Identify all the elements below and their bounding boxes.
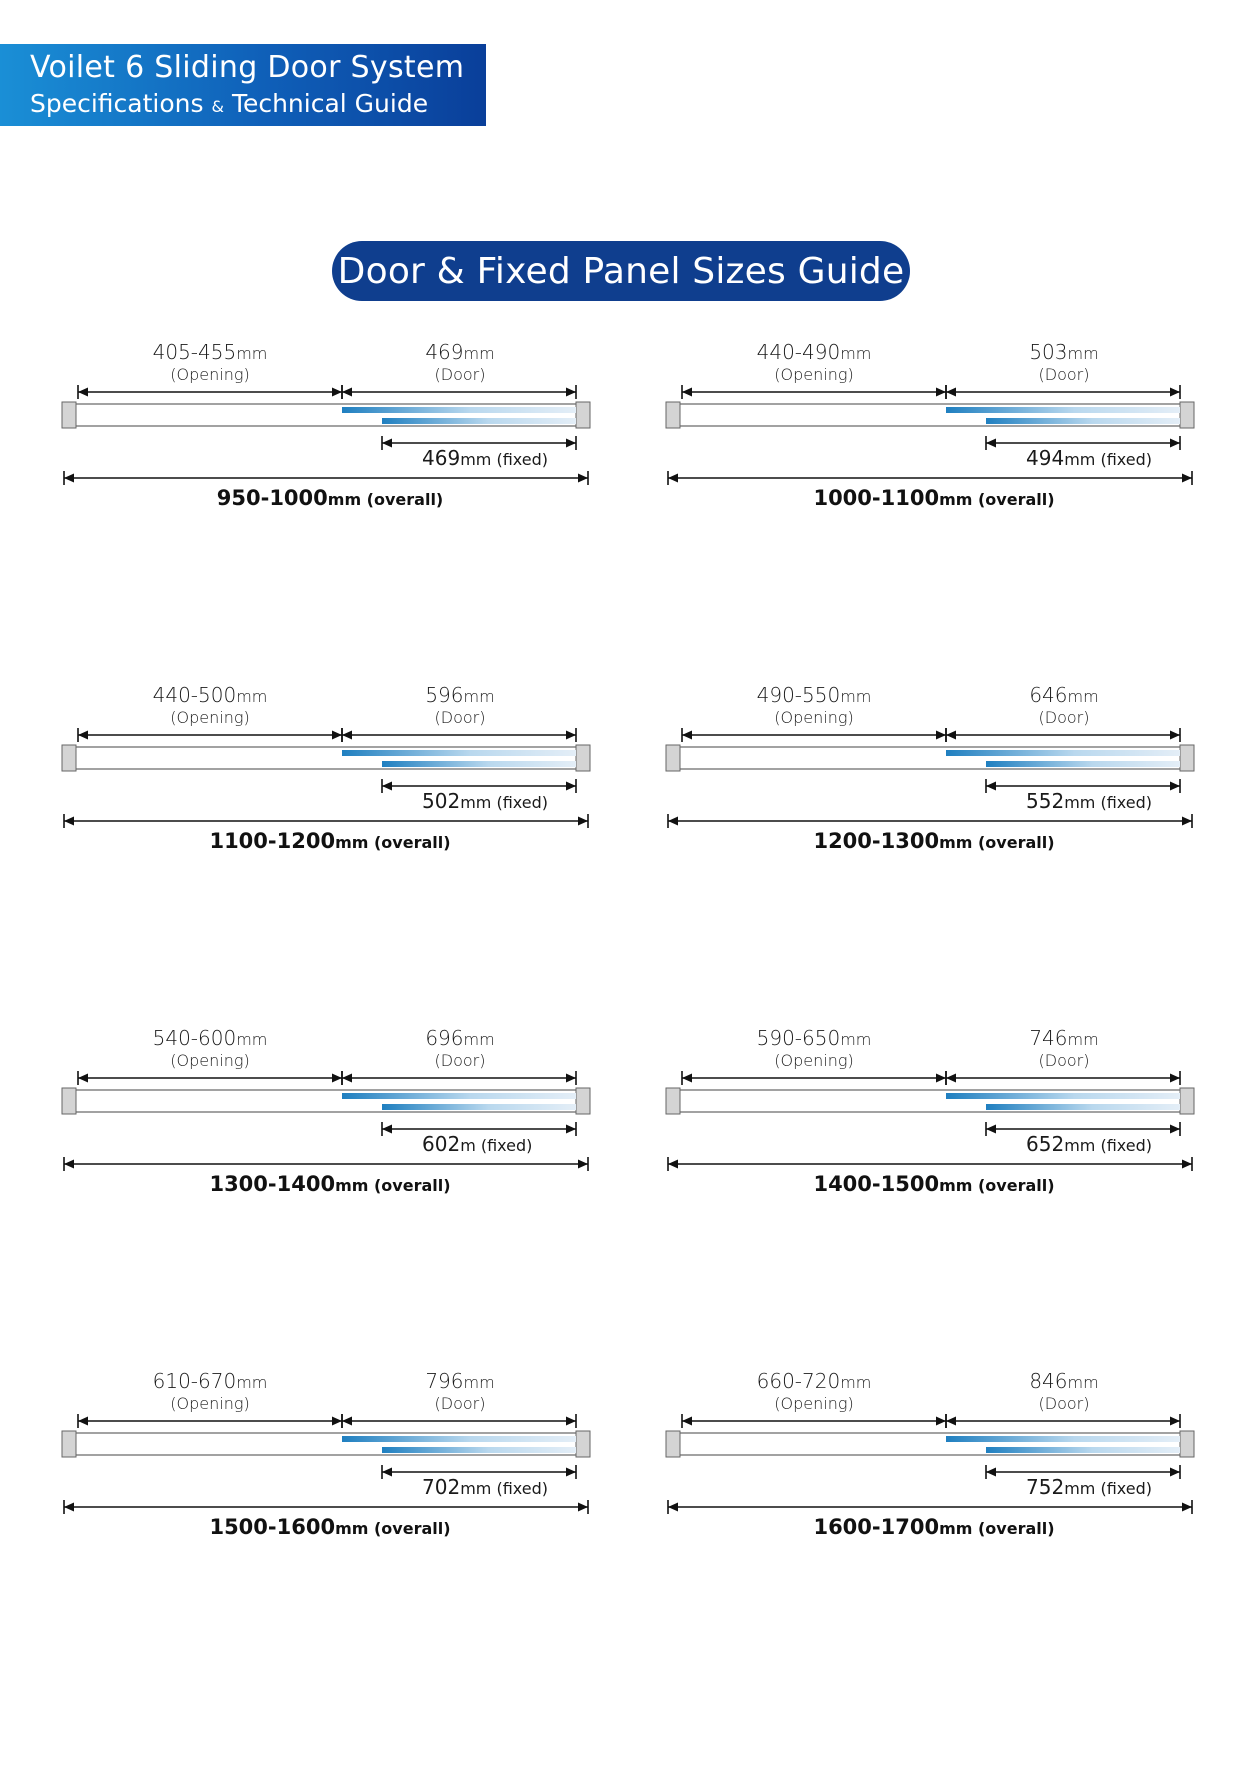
- opening-label: [135, 1371, 285, 1413]
- overall-dimension-arrow: [64, 471, 588, 485]
- sliding-door-glass: [946, 750, 1180, 756]
- right-end-cap: [1180, 402, 1194, 428]
- left-end-cap: [666, 1088, 680, 1114]
- overall-label: [180, 486, 480, 510]
- door-size-diagram: [60, 675, 600, 875]
- overall-dimension-arrow: [64, 1500, 588, 1514]
- opening-caption: (Opening): [774, 708, 854, 727]
- door-unit: mm: [463, 344, 495, 363]
- overall-unit: mm (overall): [939, 1176, 1055, 1195]
- opening-unit: mm: [840, 1030, 872, 1049]
- door-label: [400, 1371, 520, 1413]
- opening-dimension-arrow: [682, 1414, 946, 1428]
- overall-value: 1400-1500: [813, 1172, 940, 1196]
- door-size-diagram: [60, 332, 600, 532]
- fixed-value: 494: [1026, 446, 1065, 470]
- door-label: [400, 1028, 520, 1070]
- sliding-door-glass: [946, 1436, 1180, 1442]
- overall-unit: mm (overall): [335, 1176, 451, 1195]
- fixed-unit: mm (fixed): [1064, 1136, 1152, 1155]
- left-end-cap: [62, 402, 76, 428]
- door-dimension-arrow: [946, 385, 1180, 399]
- door-caption: (Door): [434, 365, 486, 384]
- subtitle-technical-guide: Technical Guide: [231, 89, 429, 118]
- sliding-door-glass: [342, 1093, 576, 1099]
- door-dimension-arrow: [342, 1414, 576, 1428]
- opening-label: [135, 1028, 285, 1070]
- right-end-cap: [576, 745, 590, 771]
- overall-dimension-arrow: [668, 1157, 1192, 1171]
- opening-value: 590-650: [756, 1026, 841, 1050]
- door-size-diagram: [664, 1361, 1204, 1561]
- door-unit: mm: [1067, 1030, 1099, 1049]
- door-value: 746: [1029, 1026, 1068, 1050]
- door-value: 469: [425, 340, 464, 364]
- opening-unit: mm: [236, 687, 268, 706]
- door-dimension-arrow: [946, 728, 1180, 742]
- overall-unit: mm (overall): [939, 490, 1055, 509]
- opening-value: 440-490: [756, 340, 841, 364]
- overall-value: 1500-1600: [209, 1515, 336, 1539]
- fixed-unit: mm (fixed): [1064, 793, 1152, 812]
- door-unit: mm: [463, 687, 495, 706]
- opening-unit: mm: [236, 344, 268, 363]
- opening-unit: mm: [840, 687, 872, 706]
- door-size-diagram: [664, 332, 1204, 532]
- opening-label: [739, 685, 889, 727]
- fixed-unit: mm (fixed): [460, 450, 548, 469]
- right-end-cap: [576, 1088, 590, 1114]
- door-unit: mm: [1067, 687, 1099, 706]
- opening-unit: mm: [840, 1373, 872, 1392]
- fixed-unit: mm (fixed): [1064, 1479, 1152, 1498]
- fixed-panel-glass: [986, 418, 1180, 424]
- fixed-panel-glass: [986, 1447, 1180, 1453]
- overall-value: 1600-1700: [813, 1515, 940, 1539]
- sliding-door-glass: [342, 407, 576, 413]
- overall-value: 950-1000: [216, 486, 328, 510]
- document-title: Voilet 6 Sliding Door System: [30, 50, 465, 85]
- overall-label: [784, 1172, 1084, 1196]
- overall-label: [180, 1515, 480, 1539]
- door-value: 796: [425, 1369, 464, 1393]
- opening-caption: (Opening): [774, 365, 854, 384]
- door-unit: mm: [1067, 344, 1099, 363]
- door-label: [1004, 342, 1124, 384]
- fixed-panel-glass: [382, 418, 576, 424]
- opening-caption: (Opening): [170, 365, 250, 384]
- fixed-panel-glass: [382, 1104, 576, 1110]
- overall-unit: mm (overall): [939, 1519, 1055, 1538]
- opening-dimension-arrow: [78, 385, 342, 399]
- fixed-label: [1026, 446, 1152, 470]
- overall-dimension-arrow: [64, 814, 588, 828]
- fixed-panel-glass: [382, 1447, 576, 1453]
- left-end-cap: [62, 1088, 76, 1114]
- door-value: 696: [425, 1026, 464, 1050]
- overall-value: 1200-1300: [813, 829, 940, 853]
- door-size-diagram: [60, 1361, 600, 1561]
- door-caption: (Door): [1038, 708, 1090, 727]
- overall-label: [784, 486, 1084, 510]
- overall-label: [180, 829, 480, 853]
- door-caption: (Door): [1038, 1394, 1090, 1413]
- overall-dimension-arrow: [668, 814, 1192, 828]
- door-value: 596: [425, 683, 464, 707]
- opening-value: 610-670: [152, 1369, 237, 1393]
- opening-label: [739, 342, 889, 384]
- overall-label: [784, 1515, 1084, 1539]
- opening-value: 490-550: [756, 683, 841, 707]
- fixed-label: [1026, 789, 1152, 813]
- overall-dimension-arrow: [668, 471, 1192, 485]
- fixed-unit: mm (fixed): [460, 793, 548, 812]
- door-unit: mm: [1067, 1373, 1099, 1392]
- fixed-label: [422, 1132, 532, 1156]
- sliding-door-glass: [946, 1093, 1180, 1099]
- opening-value: 660-720: [756, 1369, 841, 1393]
- left-end-cap: [666, 745, 680, 771]
- right-end-cap: [1180, 1431, 1194, 1457]
- door-value: 846: [1029, 1369, 1068, 1393]
- fixed-unit: m (fixed): [460, 1136, 533, 1155]
- door-dimension-arrow: [946, 1071, 1180, 1085]
- fixed-unit: mm (fixed): [460, 1479, 548, 1498]
- opening-dimension-arrow: [682, 728, 946, 742]
- opening-dimension-arrow: [78, 728, 342, 742]
- document-subtitle: [30, 88, 486, 123]
- opening-value: 540-600: [152, 1026, 237, 1050]
- overall-value: 1300-1400: [209, 1172, 336, 1196]
- sliding-door-glass: [342, 750, 576, 756]
- right-end-cap: [576, 1431, 590, 1457]
- right-end-cap: [1180, 745, 1194, 771]
- left-end-cap: [62, 1431, 76, 1457]
- door-dimension-arrow: [342, 728, 576, 742]
- fixed-value: 702: [422, 1475, 461, 1499]
- door-label: [400, 685, 520, 727]
- overall-label: [784, 829, 1084, 853]
- fixed-value: 552: [1026, 789, 1065, 813]
- opening-label: [135, 342, 285, 384]
- overall-unit: mm (overall): [327, 490, 444, 509]
- door-size-diagram: [60, 1018, 600, 1218]
- fixed-label: [422, 789, 548, 813]
- fixed-label: [1026, 1132, 1152, 1156]
- opening-dimension-arrow: [682, 385, 946, 399]
- sliding-door-glass: [342, 1436, 576, 1442]
- opening-caption: (Opening): [170, 708, 250, 727]
- subtitle-specifications: Specifications: [30, 89, 204, 118]
- overall-value: 1000-1100: [813, 486, 940, 510]
- fixed-panel-glass: [986, 1104, 1180, 1110]
- opening-unit: mm: [236, 1373, 268, 1392]
- opening-caption: (Opening): [170, 1394, 250, 1413]
- fixed-label: [422, 1475, 548, 1499]
- fixed-label: [422, 446, 548, 470]
- opening-unit: mm: [236, 1030, 268, 1049]
- fixed-value: 469: [422, 446, 461, 470]
- opening-dimension-arrow: [78, 1414, 342, 1428]
- opening-label: [739, 1028, 889, 1070]
- door-caption: (Door): [1038, 1051, 1090, 1070]
- left-end-cap: [666, 1431, 680, 1457]
- overall-dimension-arrow: [668, 1500, 1192, 1514]
- door-caption: (Door): [434, 708, 486, 727]
- fixed-value: 652: [1026, 1132, 1065, 1156]
- left-end-cap: [666, 402, 680, 428]
- overall-value: 1100-1200: [209, 829, 336, 853]
- section-title: Door & Fixed Panel Sizes Guide: [332, 241, 910, 301]
- opening-caption: (Opening): [774, 1394, 854, 1413]
- overall-unit: mm (overall): [335, 1519, 451, 1538]
- door-dimension-arrow: [342, 385, 576, 399]
- door-label: [1004, 1028, 1124, 1070]
- door-label: [1004, 1371, 1124, 1413]
- fixed-panel-glass: [986, 761, 1180, 767]
- door-label: [1004, 685, 1124, 727]
- fixed-value: 602: [422, 1132, 461, 1156]
- door-unit: mm: [463, 1030, 495, 1049]
- door-caption: (Door): [434, 1051, 486, 1070]
- overall-unit: mm (overall): [939, 833, 1055, 852]
- right-end-cap: [1180, 1088, 1194, 1114]
- subtitle-ampersand: &: [211, 97, 224, 116]
- opening-dimension-arrow: [78, 1071, 342, 1085]
- door-size-diagram: [664, 1018, 1204, 1218]
- opening-label: [135, 685, 285, 727]
- overall-dimension-arrow: [64, 1157, 588, 1171]
- fixed-value: 502: [422, 789, 461, 813]
- door-size-diagram: [664, 675, 1204, 875]
- overall-label: [180, 1172, 480, 1196]
- opening-unit: mm: [840, 344, 872, 363]
- fixed-value: 752: [1026, 1475, 1065, 1499]
- door-unit: mm: [463, 1373, 495, 1392]
- opening-value: 405-455: [152, 340, 237, 364]
- header-banner: [0, 44, 486, 126]
- opening-dimension-arrow: [682, 1071, 946, 1085]
- opening-value: 440-500: [152, 683, 237, 707]
- opening-caption: (Opening): [774, 1051, 854, 1070]
- door-dimension-arrow: [342, 1071, 576, 1085]
- door-value: 646: [1029, 683, 1068, 707]
- door-value: 503: [1029, 340, 1068, 364]
- opening-label: [739, 1371, 889, 1413]
- door-dimension-arrow: [946, 1414, 1180, 1428]
- door-caption: (Door): [434, 1394, 486, 1413]
- fixed-label: [1026, 1475, 1152, 1499]
- opening-caption: (Opening): [170, 1051, 250, 1070]
- left-end-cap: [62, 745, 76, 771]
- sliding-door-glass: [946, 407, 1180, 413]
- overall-unit: mm (overall): [335, 833, 451, 852]
- fixed-unit: mm (fixed): [1064, 450, 1152, 469]
- fixed-panel-glass: [382, 761, 576, 767]
- door-label: [400, 342, 520, 384]
- right-end-cap: [576, 402, 590, 428]
- door-caption: (Door): [1038, 365, 1090, 384]
